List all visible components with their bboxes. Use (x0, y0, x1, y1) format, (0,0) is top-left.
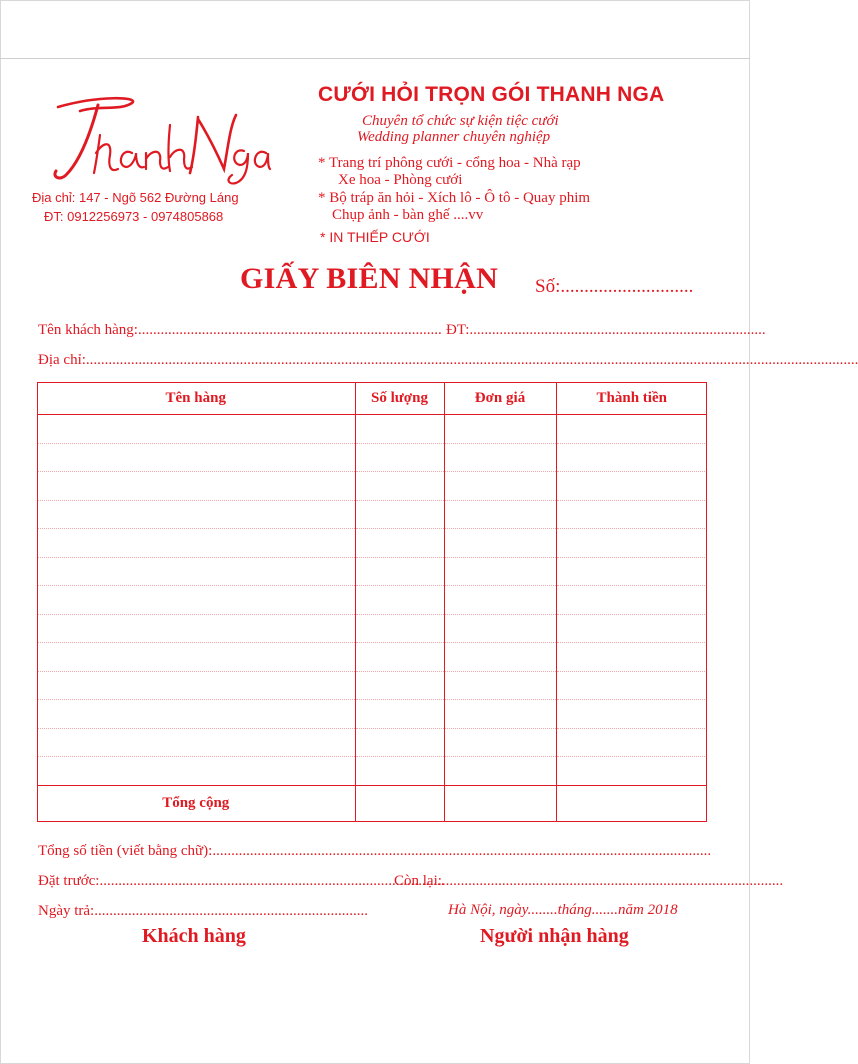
total-row (37, 785, 707, 822)
company-name: CƯỚI HỎI TRỌN GÓI THANH NGA (318, 83, 665, 106)
table-row[interactable] (37, 586, 707, 615)
table-row[interactable] (37, 643, 707, 672)
customer-phone-field[interactable]: ĐT:............................................................................... (446, 322, 766, 338)
table-row[interactable] (37, 757, 707, 786)
table-row[interactable] (37, 529, 707, 558)
column-header-quantity: Số lượng (355, 382, 444, 415)
table-row[interactable] (37, 500, 707, 529)
customer-name-field[interactable]: Tên khách hàng:................................................................................. (38, 322, 442, 338)
goods-table (37, 382, 707, 822)
receiver-signature-label: Người nhận hàng (480, 925, 629, 947)
table-header-row (37, 382, 707, 415)
service-line: * IN THIẾP CƯỚI (320, 229, 430, 245)
table-row[interactable] (37, 472, 707, 501)
table-row[interactable] (37, 443, 707, 472)
table-row[interactable] (37, 700, 707, 729)
top-divider (0, 58, 750, 59)
deposit-field[interactable]: Đặt trước:............................................................................................ (38, 873, 445, 889)
column-header-item-name: Tên hàng (37, 382, 355, 415)
table-row[interactable] (37, 671, 707, 700)
column-header-unit-price: Đơn giá (444, 382, 556, 415)
service-line: * Trang trí phông cưới - cổng hoa - Nhà rạp (318, 155, 581, 171)
customer-address-field[interactable]: Địa chỉ:.............................................................................................................................................................................................................. (38, 352, 858, 368)
tagline-english: Wedding planner chuyên nghiệp (357, 129, 551, 145)
service-line: Chụp ảnh - bàn ghế ....vv (332, 207, 484, 223)
table-row[interactable] (37, 728, 707, 757)
service-line: Xe hoa - Phòng cưới (338, 172, 463, 188)
total-unit-price-cell[interactable] (444, 785, 556, 822)
table-row[interactable] (37, 614, 707, 643)
company-phone: ĐT: 0912256973 - 0974805868 (44, 209, 224, 224)
table-row[interactable] (37, 415, 707, 444)
amount-in-words-field[interactable]: Tổng số tiền (viết bằng chữ):..................................................................................................................................... (38, 843, 712, 859)
customer-signature-label: Khách hàng (142, 925, 246, 947)
receipt-number-field[interactable]: Số:............................ (535, 276, 694, 297)
company-address: Địa chỉ: 147 - Ngõ 562 Đường Láng (32, 190, 239, 205)
total-quantity-cell[interactable] (355, 785, 444, 822)
place-date: Hà Nội, ngày........tháng.......năm 2018 (448, 902, 678, 918)
total-amount-cell[interactable] (556, 785, 707, 822)
thanh-nga-logo (40, 95, 270, 185)
tagline-vietnamese: Chuyên tổ chức sự kiện tiệc cưới (362, 113, 559, 129)
remaining-field[interactable]: Còn lại:........................................................................................... (394, 873, 784, 889)
return-date-field[interactable]: Ngày trả:......................................................................... (38, 903, 368, 919)
column-header-amount: Thành tiền (556, 382, 707, 415)
document-title: GIẤY BIÊN NHẬN (240, 262, 499, 295)
total-label: Tổng cộng (37, 785, 355, 822)
table-row[interactable] (37, 557, 707, 586)
service-line: * Bộ tráp ăn hỏi - Xích lô - Ô tô - Quay phim (318, 190, 591, 206)
